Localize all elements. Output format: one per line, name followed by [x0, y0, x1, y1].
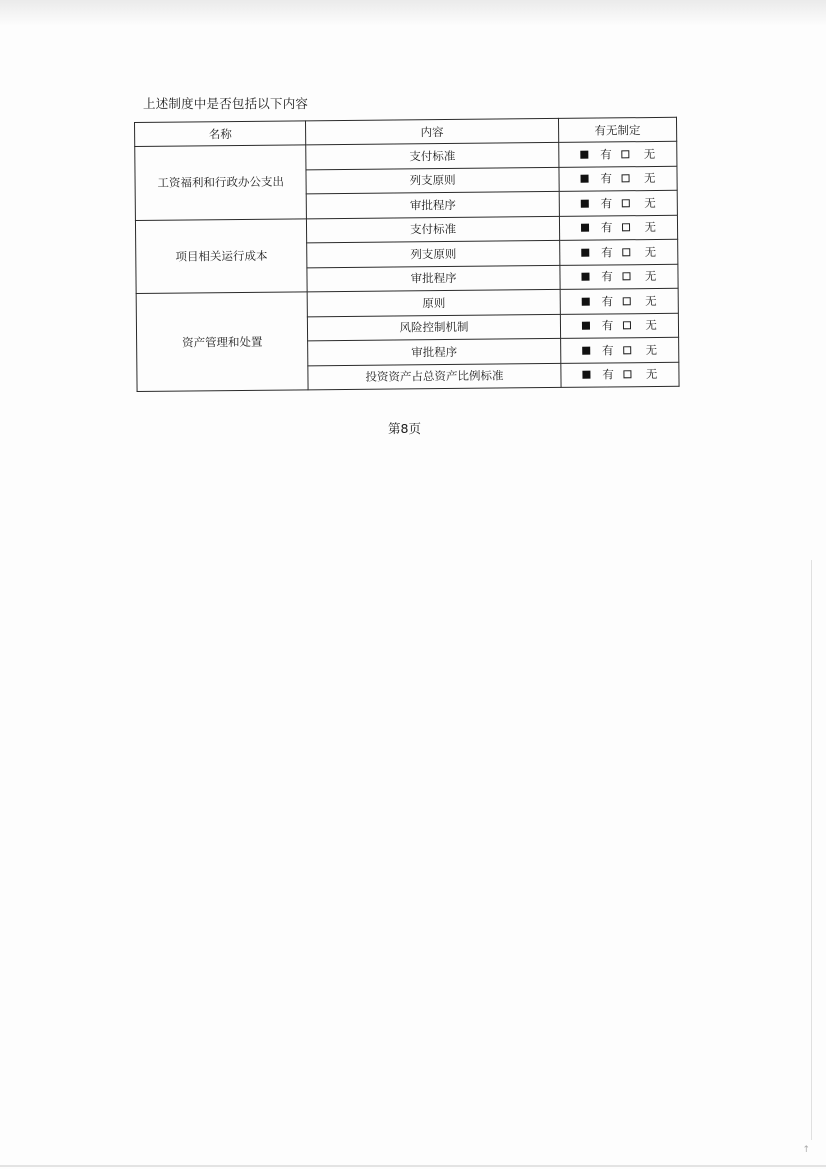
group-name-cell: 项目相关运行成本	[135, 218, 307, 293]
checked-box-icon	[581, 273, 589, 281]
checked-box-icon	[582, 297, 590, 305]
status-yes-label: 有	[602, 367, 614, 382]
status-yes-label: 有	[601, 245, 613, 260]
unchecked-box-icon	[622, 199, 630, 207]
table-body	[135, 141, 679, 391]
unchecked-box-icon	[623, 321, 631, 329]
unchecked-box-icon	[623, 248, 631, 256]
header-status: 有无制定	[558, 117, 676, 142]
content-cell: 风险控制机制	[308, 314, 561, 341]
status-cell	[560, 313, 678, 339]
checked-box-icon	[582, 322, 590, 330]
status-cell	[559, 215, 677, 241]
content-cell: 支付标准	[306, 142, 559, 169]
content-cell: 投资资产占总资产比例标准	[308, 363, 561, 390]
status-cell	[560, 264, 678, 290]
group-name-cell: 资产管理和处置	[136, 292, 308, 392]
status-cell	[561, 362, 679, 388]
status-cell	[559, 239, 677, 265]
status-no-label: 无	[645, 293, 657, 308]
status-yes-label: 有	[600, 171, 613, 186]
scan-edge-right	[811, 560, 812, 1140]
policy-table	[134, 117, 680, 392]
checked-box-icon	[582, 346, 590, 354]
unchecked-box-icon	[622, 150, 630, 158]
checked-box-icon	[580, 175, 588, 183]
status-yes-label: 有	[600, 220, 613, 235]
status-yes-label: 有	[600, 147, 612, 162]
unchecked-box-icon	[624, 346, 632, 354]
page-number: 第8页	[388, 421, 421, 436]
policy-table-wrapper	[134, 117, 685, 398]
checked-box-icon	[581, 248, 589, 256]
content-cell: 原则	[307, 289, 560, 316]
status-no-label: 无	[644, 195, 656, 210]
content-cell: 审批程序	[307, 191, 560, 218]
unchecked-box-icon	[622, 174, 630, 182]
unchecked-box-icon	[623, 297, 631, 305]
content-cell: 审批程序	[308, 338, 561, 365]
status-cell	[558, 141, 676, 167]
unchecked-box-icon	[622, 223, 630, 231]
status-no-label: 无	[643, 171, 656, 186]
status-yes-label: 有	[601, 269, 613, 284]
header-name: 名称	[135, 121, 307, 147]
status-cell	[559, 166, 677, 192]
content-cell: 支付标准	[307, 216, 560, 243]
content-cell: 列支原则	[306, 167, 559, 194]
section-heading: 上述制度中是否包括以下内容	[143, 96, 309, 111]
status-cell	[559, 190, 677, 216]
status-no-label: 无	[644, 269, 657, 284]
header-content: 内容	[306, 118, 559, 144]
scan-shadow-top	[0, 0, 826, 26]
status-no-label: 无	[643, 146, 656, 161]
status-yes-label: 有	[600, 196, 613, 211]
status-yes-label: 有	[601, 318, 614, 333]
content-cell: 列支原则	[307, 240, 560, 267]
status-yes-label: 有	[601, 294, 614, 309]
scan-edge-bottom	[0, 1165, 826, 1167]
checked-box-icon	[581, 199, 589, 207]
group-name-cell: 工资福利和行政办公支出	[135, 145, 307, 220]
status-no-label: 无	[645, 318, 657, 333]
corner-mark: ↑	[802, 1145, 810, 1155]
status-no-label: 无	[645, 367, 658, 382]
status-no-label: 无	[644, 220, 656, 235]
status-no-label: 无	[645, 342, 658, 357]
unchecked-box-icon	[624, 370, 632, 378]
checked-box-icon	[582, 371, 590, 379]
unchecked-box-icon	[623, 272, 631, 280]
checked-box-icon	[581, 224, 589, 232]
status-cell	[560, 337, 678, 363]
status-yes-label: 有	[602, 343, 614, 358]
status-no-label: 无	[644, 244, 657, 259]
checked-box-icon	[580, 150, 588, 158]
status-cell	[560, 288, 678, 314]
content-cell: 审批程序	[307, 265, 560, 292]
